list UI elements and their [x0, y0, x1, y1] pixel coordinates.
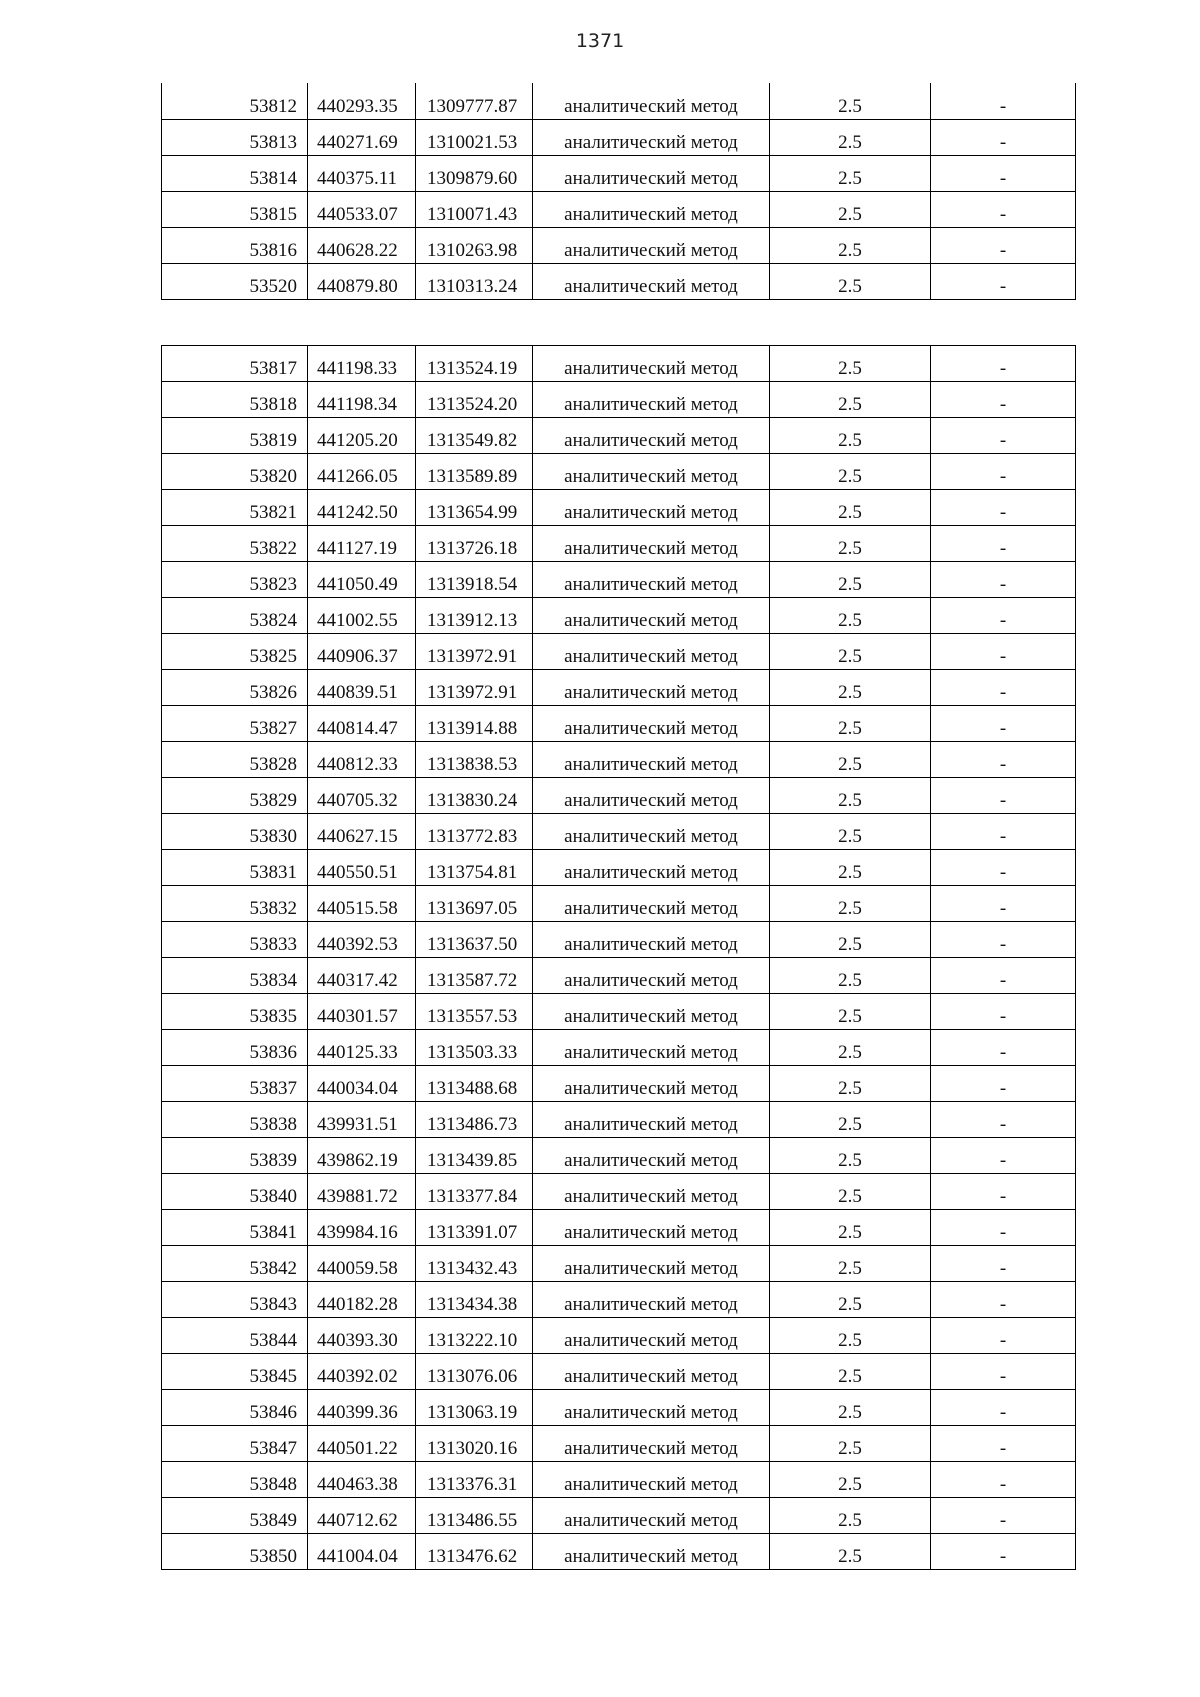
- note-cell: -: [931, 155, 1076, 191]
- y-coordinate-cell: 1313972.91: [416, 670, 533, 706]
- method-cell: аналитический метод: [533, 1318, 770, 1354]
- x-coordinate-cell: 441050.49: [308, 562, 416, 598]
- error-cell: 2.5: [770, 1498, 931, 1534]
- method-cell: аналитический метод: [533, 598, 770, 634]
- error-cell: 2.5: [770, 634, 931, 670]
- point-number-cell: 53837: [162, 1066, 308, 1102]
- error-cell: 2.5: [770, 526, 931, 562]
- x-coordinate-cell: 440533.07: [308, 191, 416, 227]
- point-number-cell: 53520: [162, 263, 308, 299]
- x-coordinate-cell: 439984.16: [308, 1210, 416, 1246]
- x-coordinate-cell: 440393.30: [308, 1318, 416, 1354]
- y-coordinate-cell: 1310021.53: [416, 119, 533, 155]
- x-coordinate-cell: 440317.42: [308, 958, 416, 994]
- note-cell: -: [931, 227, 1076, 263]
- table-row: [162, 1462, 1076, 1498]
- error-cell: 2.5: [770, 1318, 931, 1354]
- y-coordinate-cell: 1313637.50: [416, 922, 533, 958]
- table-row: [162, 778, 1076, 814]
- method-cell: аналитический метод: [533, 778, 770, 814]
- y-coordinate-cell: 1313432.43: [416, 1246, 533, 1282]
- point-number-cell: 53816: [162, 227, 308, 263]
- y-coordinate-cell: 1313439.85: [416, 1138, 533, 1174]
- note-cell: -: [931, 1318, 1076, 1354]
- method-cell: аналитический метод: [533, 83, 770, 119]
- method-cell: аналитический метод: [533, 634, 770, 670]
- x-coordinate-cell: 441004.04: [308, 1534, 416, 1570]
- note-cell: -: [931, 742, 1076, 778]
- table-row: [162, 886, 1076, 922]
- y-coordinate-cell: 1309879.60: [416, 155, 533, 191]
- method-cell: аналитический метод: [533, 263, 770, 299]
- x-coordinate-cell: 440839.51: [308, 670, 416, 706]
- error-cell: 2.5: [770, 227, 931, 263]
- note-cell: -: [931, 1030, 1076, 1066]
- y-coordinate-cell: 1313754.81: [416, 850, 533, 886]
- x-coordinate-cell: 440812.33: [308, 742, 416, 778]
- y-coordinate-cell: 1313503.33: [416, 1030, 533, 1066]
- point-number-cell: 53838: [162, 1102, 308, 1138]
- note-cell: -: [931, 454, 1076, 490]
- table-row: [162, 1426, 1076, 1462]
- x-coordinate-cell: 440392.02: [308, 1354, 416, 1390]
- note-cell: -: [931, 706, 1076, 742]
- table-row: [162, 1102, 1076, 1138]
- y-coordinate-cell: 1313838.53: [416, 742, 533, 778]
- method-cell: аналитический метод: [533, 886, 770, 922]
- table-row: [162, 1066, 1076, 1102]
- point-number-cell: 53826: [162, 670, 308, 706]
- error-cell: 2.5: [770, 83, 931, 119]
- note-cell: -: [931, 886, 1076, 922]
- table-row: [162, 922, 1076, 958]
- x-coordinate-cell: 440501.22: [308, 1426, 416, 1462]
- note-cell: -: [931, 634, 1076, 670]
- x-coordinate-cell: 439862.19: [308, 1138, 416, 1174]
- method-cell: аналитический метод: [533, 346, 770, 382]
- y-coordinate-cell: 1313488.68: [416, 1066, 533, 1102]
- table-row: [162, 155, 1076, 191]
- x-coordinate-cell: 440301.57: [308, 994, 416, 1030]
- x-coordinate-cell: 441002.55: [308, 598, 416, 634]
- table-row: [162, 1282, 1076, 1318]
- page-number: 1371: [575, 30, 625, 52]
- y-coordinate-cell: 1313697.05: [416, 886, 533, 922]
- point-number-cell: 53835: [162, 994, 308, 1030]
- error-cell: 2.5: [770, 886, 931, 922]
- point-number-cell: 53840: [162, 1174, 308, 1210]
- note-cell: -: [931, 263, 1076, 299]
- point-number-cell: 53843: [162, 1282, 308, 1318]
- point-number-cell: 53833: [162, 922, 308, 958]
- point-number-cell: 53824: [162, 598, 308, 634]
- method-cell: аналитический метод: [533, 418, 770, 454]
- method-cell: аналитический метод: [533, 706, 770, 742]
- error-cell: 2.5: [770, 778, 931, 814]
- note-cell: -: [931, 1462, 1076, 1498]
- table-row: [162, 670, 1076, 706]
- method-cell: аналитический метод: [533, 1030, 770, 1066]
- y-coordinate-cell: 1313557.53: [416, 994, 533, 1030]
- x-coordinate-cell: 440879.80: [308, 263, 416, 299]
- error-cell: 2.5: [770, 346, 931, 382]
- note-cell: -: [931, 670, 1076, 706]
- error-cell: 2.5: [770, 850, 931, 886]
- error-cell: 2.5: [770, 1138, 931, 1174]
- point-number-cell: 53817: [162, 346, 308, 382]
- error-cell: 2.5: [770, 562, 931, 598]
- y-coordinate-cell: 1313063.19: [416, 1390, 533, 1426]
- table-row: [162, 418, 1076, 454]
- method-cell: аналитический метод: [533, 1390, 770, 1426]
- y-coordinate-cell: 1313020.16: [416, 1426, 533, 1462]
- table-row: [162, 562, 1076, 598]
- table-row: [162, 1174, 1076, 1210]
- note-cell: -: [931, 562, 1076, 598]
- note-cell: -: [931, 1282, 1076, 1318]
- note-cell: -: [931, 382, 1076, 418]
- error-cell: 2.5: [770, 958, 931, 994]
- x-coordinate-cell: 439931.51: [308, 1102, 416, 1138]
- table-row: [162, 814, 1076, 850]
- note-cell: -: [931, 1102, 1076, 1138]
- table-row: [162, 958, 1076, 994]
- point-number-cell: 53829: [162, 778, 308, 814]
- error-cell: 2.5: [770, 1354, 931, 1390]
- table-row: [162, 346, 1076, 382]
- table-row: [162, 526, 1076, 562]
- point-number-cell: 53813: [162, 119, 308, 155]
- y-coordinate-cell: 1310313.24: [416, 263, 533, 299]
- table-row: [162, 490, 1076, 526]
- table-row: [162, 454, 1076, 490]
- table-row: [162, 1246, 1076, 1282]
- x-coordinate-cell: 441205.20: [308, 418, 416, 454]
- table-row: [162, 850, 1076, 886]
- note-cell: -: [931, 1246, 1076, 1282]
- point-number-cell: 53830: [162, 814, 308, 850]
- method-cell: аналитический метод: [533, 155, 770, 191]
- method-cell: аналитический метод: [533, 1102, 770, 1138]
- y-coordinate-cell: 1313222.10: [416, 1318, 533, 1354]
- table-row: [162, 598, 1076, 634]
- table-row: [162, 1534, 1076, 1570]
- point-number-cell: 53850: [162, 1534, 308, 1570]
- point-number-cell: 53819: [162, 418, 308, 454]
- table-row: [162, 83, 1076, 119]
- y-coordinate-cell: 1313434.38: [416, 1282, 533, 1318]
- method-cell: аналитический метод: [533, 958, 770, 994]
- point-number-cell: 53849: [162, 1498, 308, 1534]
- note-cell: -: [931, 958, 1076, 994]
- x-coordinate-cell: 440125.33: [308, 1030, 416, 1066]
- note-cell: -: [931, 490, 1076, 526]
- x-coordinate-cell: 440712.62: [308, 1498, 416, 1534]
- point-number-cell: 53812: [162, 83, 308, 119]
- y-coordinate-cell: 1313589.89: [416, 454, 533, 490]
- method-cell: аналитический метод: [533, 119, 770, 155]
- x-coordinate-cell: 439881.72: [308, 1174, 416, 1210]
- y-coordinate-cell: 1313524.19: [416, 346, 533, 382]
- point-number-cell: 53825: [162, 634, 308, 670]
- y-coordinate-cell: 1313376.31: [416, 1462, 533, 1498]
- table-row: [162, 1390, 1076, 1426]
- error-cell: 2.5: [770, 742, 931, 778]
- error-cell: 2.5: [770, 263, 931, 299]
- method-cell: аналитический метод: [533, 1426, 770, 1462]
- y-coordinate-cell: 1313772.83: [416, 814, 533, 850]
- method-cell: аналитический метод: [533, 1210, 770, 1246]
- method-cell: аналитический метод: [533, 994, 770, 1030]
- table-row: [162, 742, 1076, 778]
- error-cell: 2.5: [770, 119, 931, 155]
- y-coordinate-cell: 1313476.62: [416, 1534, 533, 1570]
- note-cell: -: [931, 1066, 1076, 1102]
- method-cell: аналитический метод: [533, 742, 770, 778]
- table-row: [162, 119, 1076, 155]
- point-number-cell: 53821: [162, 490, 308, 526]
- method-cell: аналитический метод: [533, 490, 770, 526]
- x-coordinate-cell: 440628.22: [308, 227, 416, 263]
- method-cell: аналитический метод: [533, 526, 770, 562]
- method-cell: аналитический метод: [533, 670, 770, 706]
- y-coordinate-cell: 1313486.73: [416, 1102, 533, 1138]
- note-cell: -: [931, 1354, 1076, 1390]
- note-cell: -: [931, 1138, 1076, 1174]
- note-cell: -: [931, 1174, 1076, 1210]
- method-cell: аналитический метод: [533, 1174, 770, 1210]
- note-cell: -: [931, 1390, 1076, 1426]
- note-cell: -: [931, 994, 1076, 1030]
- error-cell: 2.5: [770, 814, 931, 850]
- table-row: [162, 1138, 1076, 1174]
- point-number-cell: 53844: [162, 1318, 308, 1354]
- note-cell: -: [931, 922, 1076, 958]
- x-coordinate-cell: 441266.05: [308, 454, 416, 490]
- note-cell: -: [931, 1426, 1076, 1462]
- error-cell: 2.5: [770, 382, 931, 418]
- error-cell: 2.5: [770, 1210, 931, 1246]
- point-number-cell: 53841: [162, 1210, 308, 1246]
- point-number-cell: 53845: [162, 1354, 308, 1390]
- error-cell: 2.5: [770, 418, 931, 454]
- coordinates-table-2: [161, 345, 1076, 1570]
- y-coordinate-cell: 1313587.72: [416, 958, 533, 994]
- x-coordinate-cell: 440034.04: [308, 1066, 416, 1102]
- point-number-cell: 53815: [162, 191, 308, 227]
- note-cell: -: [931, 119, 1076, 155]
- point-number-cell: 53842: [162, 1246, 308, 1282]
- x-coordinate-cell: 440293.35: [308, 83, 416, 119]
- note-cell: -: [931, 191, 1076, 227]
- y-coordinate-cell: 1313391.07: [416, 1210, 533, 1246]
- method-cell: аналитический метод: [533, 1354, 770, 1390]
- table-row: [162, 706, 1076, 742]
- point-number-cell: 53827: [162, 706, 308, 742]
- x-coordinate-cell: 441198.34: [308, 382, 416, 418]
- table-row: [162, 191, 1076, 227]
- error-cell: 2.5: [770, 155, 931, 191]
- x-coordinate-cell: 440392.53: [308, 922, 416, 958]
- x-coordinate-cell: 440814.47: [308, 706, 416, 742]
- table-row: [162, 634, 1076, 670]
- x-coordinate-cell: 440705.32: [308, 778, 416, 814]
- error-cell: 2.5: [770, 1534, 931, 1570]
- error-cell: 2.5: [770, 1102, 931, 1138]
- error-cell: 2.5: [770, 598, 931, 634]
- method-cell: аналитический метод: [533, 1498, 770, 1534]
- x-coordinate-cell: 440906.37: [308, 634, 416, 670]
- error-cell: 2.5: [770, 922, 931, 958]
- y-coordinate-cell: 1313918.54: [416, 562, 533, 598]
- y-coordinate-cell: 1313726.18: [416, 526, 533, 562]
- error-cell: 2.5: [770, 1390, 931, 1426]
- error-cell: 2.5: [770, 1462, 931, 1498]
- error-cell: 2.5: [770, 1066, 931, 1102]
- error-cell: 2.5: [770, 490, 931, 526]
- note-cell: -: [931, 526, 1076, 562]
- table-row: [162, 1318, 1076, 1354]
- point-number-cell: 53839: [162, 1138, 308, 1174]
- x-coordinate-cell: 441198.33: [308, 346, 416, 382]
- note-cell: -: [931, 850, 1076, 886]
- x-coordinate-cell: 440463.38: [308, 1462, 416, 1498]
- table-row: [162, 1354, 1076, 1390]
- table-row: [162, 1210, 1076, 1246]
- error-cell: 2.5: [770, 1030, 931, 1066]
- y-coordinate-cell: 1309777.87: [416, 83, 533, 119]
- note-cell: -: [931, 1534, 1076, 1570]
- table-row: [162, 227, 1076, 263]
- y-coordinate-cell: 1310263.98: [416, 227, 533, 263]
- table-row: [162, 382, 1076, 418]
- method-cell: аналитический метод: [533, 1462, 770, 1498]
- table-row: [162, 994, 1076, 1030]
- point-number-cell: 53847: [162, 1426, 308, 1462]
- method-cell: аналитический метод: [533, 454, 770, 490]
- y-coordinate-cell: 1310071.43: [416, 191, 533, 227]
- point-number-cell: 53823: [162, 562, 308, 598]
- point-number-cell: 53818: [162, 382, 308, 418]
- error-cell: 2.5: [770, 1426, 931, 1462]
- y-coordinate-cell: 1313377.84: [416, 1174, 533, 1210]
- x-coordinate-cell: 440399.36: [308, 1390, 416, 1426]
- error-cell: 2.5: [770, 670, 931, 706]
- point-number-cell: 53836: [162, 1030, 308, 1066]
- method-cell: аналитический метод: [533, 1066, 770, 1102]
- method-cell: аналитический метод: [533, 1138, 770, 1174]
- y-coordinate-cell: 1313076.06: [416, 1354, 533, 1390]
- method-cell: аналитический метод: [533, 850, 770, 886]
- error-cell: 2.5: [770, 1246, 931, 1282]
- error-cell: 2.5: [770, 994, 931, 1030]
- method-cell: аналитический метод: [533, 814, 770, 850]
- x-coordinate-cell: 440271.69: [308, 119, 416, 155]
- method-cell: аналитический метод: [533, 1246, 770, 1282]
- point-number-cell: 53832: [162, 886, 308, 922]
- x-coordinate-cell: 440182.28: [308, 1282, 416, 1318]
- point-number-cell: 53822: [162, 526, 308, 562]
- x-coordinate-cell: 440515.58: [308, 886, 416, 922]
- point-number-cell: 53820: [162, 454, 308, 490]
- coordinates-table-1: [161, 83, 1076, 300]
- y-coordinate-cell: 1313549.82: [416, 418, 533, 454]
- point-number-cell: 53846: [162, 1390, 308, 1426]
- x-coordinate-cell: 441127.19: [308, 526, 416, 562]
- method-cell: аналитический метод: [533, 922, 770, 958]
- point-number-cell: 53828: [162, 742, 308, 778]
- note-cell: -: [931, 598, 1076, 634]
- y-coordinate-cell: 1313912.13: [416, 598, 533, 634]
- error-cell: 2.5: [770, 191, 931, 227]
- x-coordinate-cell: 440627.15: [308, 814, 416, 850]
- y-coordinate-cell: 1313486.55: [416, 1498, 533, 1534]
- note-cell: -: [931, 83, 1076, 119]
- note-cell: -: [931, 1210, 1076, 1246]
- x-coordinate-cell: 440059.58: [308, 1246, 416, 1282]
- method-cell: аналитический метод: [533, 191, 770, 227]
- y-coordinate-cell: 1313654.99: [416, 490, 533, 526]
- method-cell: аналитический метод: [533, 382, 770, 418]
- method-cell: аналитический метод: [533, 1534, 770, 1570]
- table-row: [162, 1498, 1076, 1534]
- y-coordinate-cell: 1313972.91: [416, 634, 533, 670]
- point-number-cell: 53834: [162, 958, 308, 994]
- point-number-cell: 53848: [162, 1462, 308, 1498]
- table-row: [162, 263, 1076, 299]
- error-cell: 2.5: [770, 1282, 931, 1318]
- method-cell: аналитический метод: [533, 1282, 770, 1318]
- y-coordinate-cell: 1313524.20: [416, 382, 533, 418]
- error-cell: 2.5: [770, 706, 931, 742]
- x-coordinate-cell: 440375.11: [308, 155, 416, 191]
- y-coordinate-cell: 1313914.88: [416, 706, 533, 742]
- method-cell: аналитический метод: [533, 227, 770, 263]
- note-cell: -: [931, 346, 1076, 382]
- note-cell: -: [931, 814, 1076, 850]
- point-number-cell: 53831: [162, 850, 308, 886]
- x-coordinate-cell: 441242.50: [308, 490, 416, 526]
- method-cell: аналитический метод: [533, 562, 770, 598]
- error-cell: 2.5: [770, 1174, 931, 1210]
- note-cell: -: [931, 778, 1076, 814]
- error-cell: 2.5: [770, 454, 931, 490]
- note-cell: -: [931, 1498, 1076, 1534]
- point-number-cell: 53814: [162, 155, 308, 191]
- note-cell: -: [931, 418, 1076, 454]
- y-coordinate-cell: 1313830.24: [416, 778, 533, 814]
- table-row: [162, 1030, 1076, 1066]
- x-coordinate-cell: 440550.51: [308, 850, 416, 886]
